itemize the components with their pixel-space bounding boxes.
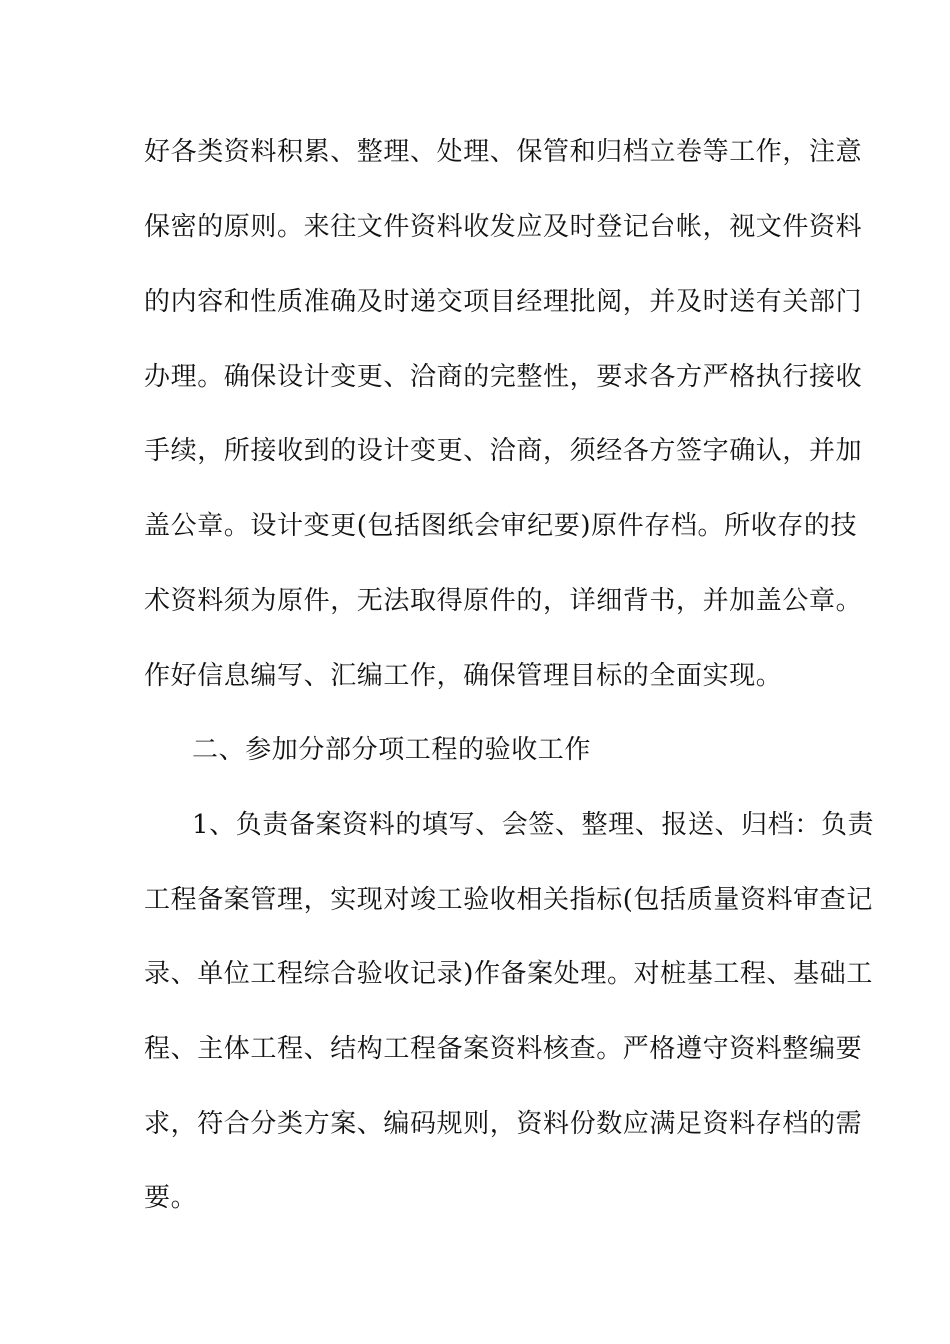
body-text-line: 盖公章。设计变更(包括图纸会审纪要)原件存档。所收存的技: [144, 511, 858, 541]
body-text-line: 求，符合分类方案、编码规则，资料份数应满足资料存档的需: [144, 1109, 863, 1139]
body-text-line: 术资料须为原件，无法取得原件的，详细背书，并加盖公章。: [144, 586, 863, 616]
body-text-line: 要。: [144, 1183, 198, 1213]
body-text-line: 录、单位工程综合验收记录)作备案处理。对桩基工程、基础工: [144, 959, 873, 989]
body-text-line: 工程备案管理，实现对竣工验收相关指标(包括质量资料审查记: [144, 885, 873, 915]
body-text-line: 的内容和性质准确及时递交项目经理批阅，并及时送有关部门: [144, 287, 863, 317]
section-heading: 二、参加分部分项工程的验收工作: [192, 735, 592, 765]
body-text-line: 作好信息编写、汇编工作，确保管理目标的全面实现。: [144, 661, 783, 691]
body-text-line: 好各类资料积累、整理、处理、保管和归档立卷等工作，注意: [144, 137, 863, 167]
body-text-line: 程、主体工程、结构工程备案资料核查。严格遵守资料整编要: [144, 1034, 863, 1064]
body-text-line: 手续，所接收到的设计变更、洽商，须经各方签字确认，并加: [144, 436, 863, 466]
body-text-line: 1、负责备案资料的填写、会签、整理、报送、归档：负责: [192, 810, 875, 840]
body-text-line: 办理。确保设计变更、洽商的完整性，要求各方严格执行接收: [144, 362, 863, 392]
body-text-line: 保密的原则。来往文件资料收发应及时登记台帐，视文件资料: [144, 212, 863, 242]
